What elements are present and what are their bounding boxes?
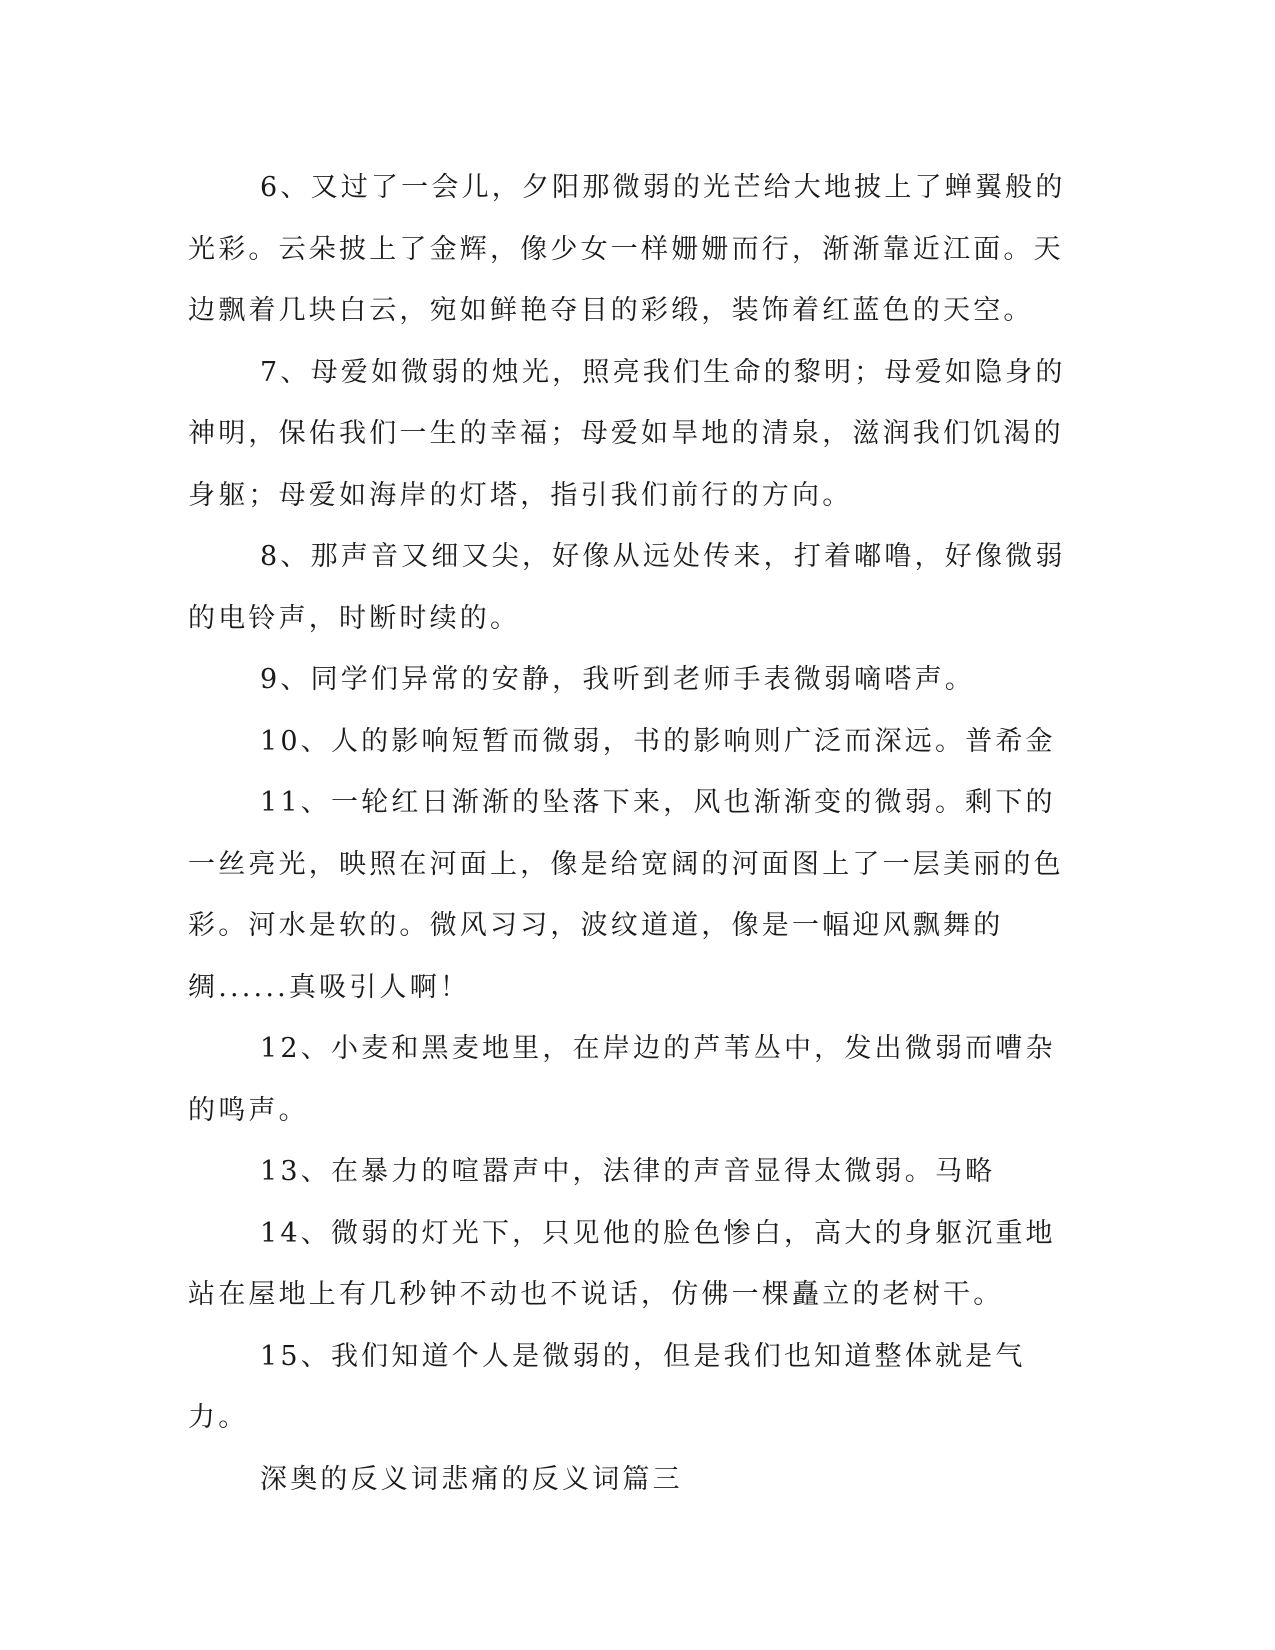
paragraph-10: 10、人的影响短暂而微弱，书的影响则广泛而深远。普希金 [260, 725, 1056, 757]
paragraph-15: 15、我们知道个人是微弱的，但是我们也知道整体就是气力。 [188, 1340, 1026, 1433]
paragraph-8: 8、那声音又细又尖，好像从远处传来，打着嘟噜，好像微弱的电铃声，时断时续的。 [188, 541, 1066, 634]
paragraph-9: 9、同学们异常的安静，我听到老师手表微弱嘀嗒声。 [260, 664, 975, 695]
paragraph-11: 11、一轮红日渐渐的坠落下来，风也渐渐变的微弱。剩下的一丝亮光，映照在河面上，像是给宽阔的河面图上了一层美丽的色彩。河水是软的。微风习习，波纹道道，像是一幅迎风飘舞的绸......真吸引人啊！ [188, 787, 1064, 1003]
paragraph-6: 6、又过了一会儿，夕阳那微弱的光芒给大地披上了蝉翼般的光彩。云朵披上了金辉，像少女一样姗姗而行，渐渐靠近江面。天边飘着几块白云，宛如鲜艳夺目的彩缎，装饰着红蓝色的天空。 [188, 172, 1066, 326]
document-body [188, 157, 1068, 1510]
paragraph-14: 14、微弱的灯光下，只见他的脸色惨白，高大的身躯沉重地站在屋地上有几秒钟不动也不说话，仿佛一棵矗立的老树干。 [188, 1217, 1056, 1310]
paragraph-13: 13、在暴力的喧嚣声中，法律的声音显得太微弱。马略 [260, 1156, 996, 1187]
paragraph-12: 12、小麦和黑麦地里，在岸边的芦苇丛中，发出微弱而嘈杂的鸣声。 [188, 1033, 1056, 1126]
section-heading: 深奥的反义词悲痛的反义词篇三 [260, 1463, 683, 1495]
paragraph-7: 7、母爱如微弱的烛光，照亮我们生命的黎明；母爱如隐身的神明，保佑我们一生的幸福；母爱如旱地的清泉，滋润我们饥渴的身躯；母爱如海岸的灯塔，指引我们前行的方向。 [188, 356, 1066, 511]
